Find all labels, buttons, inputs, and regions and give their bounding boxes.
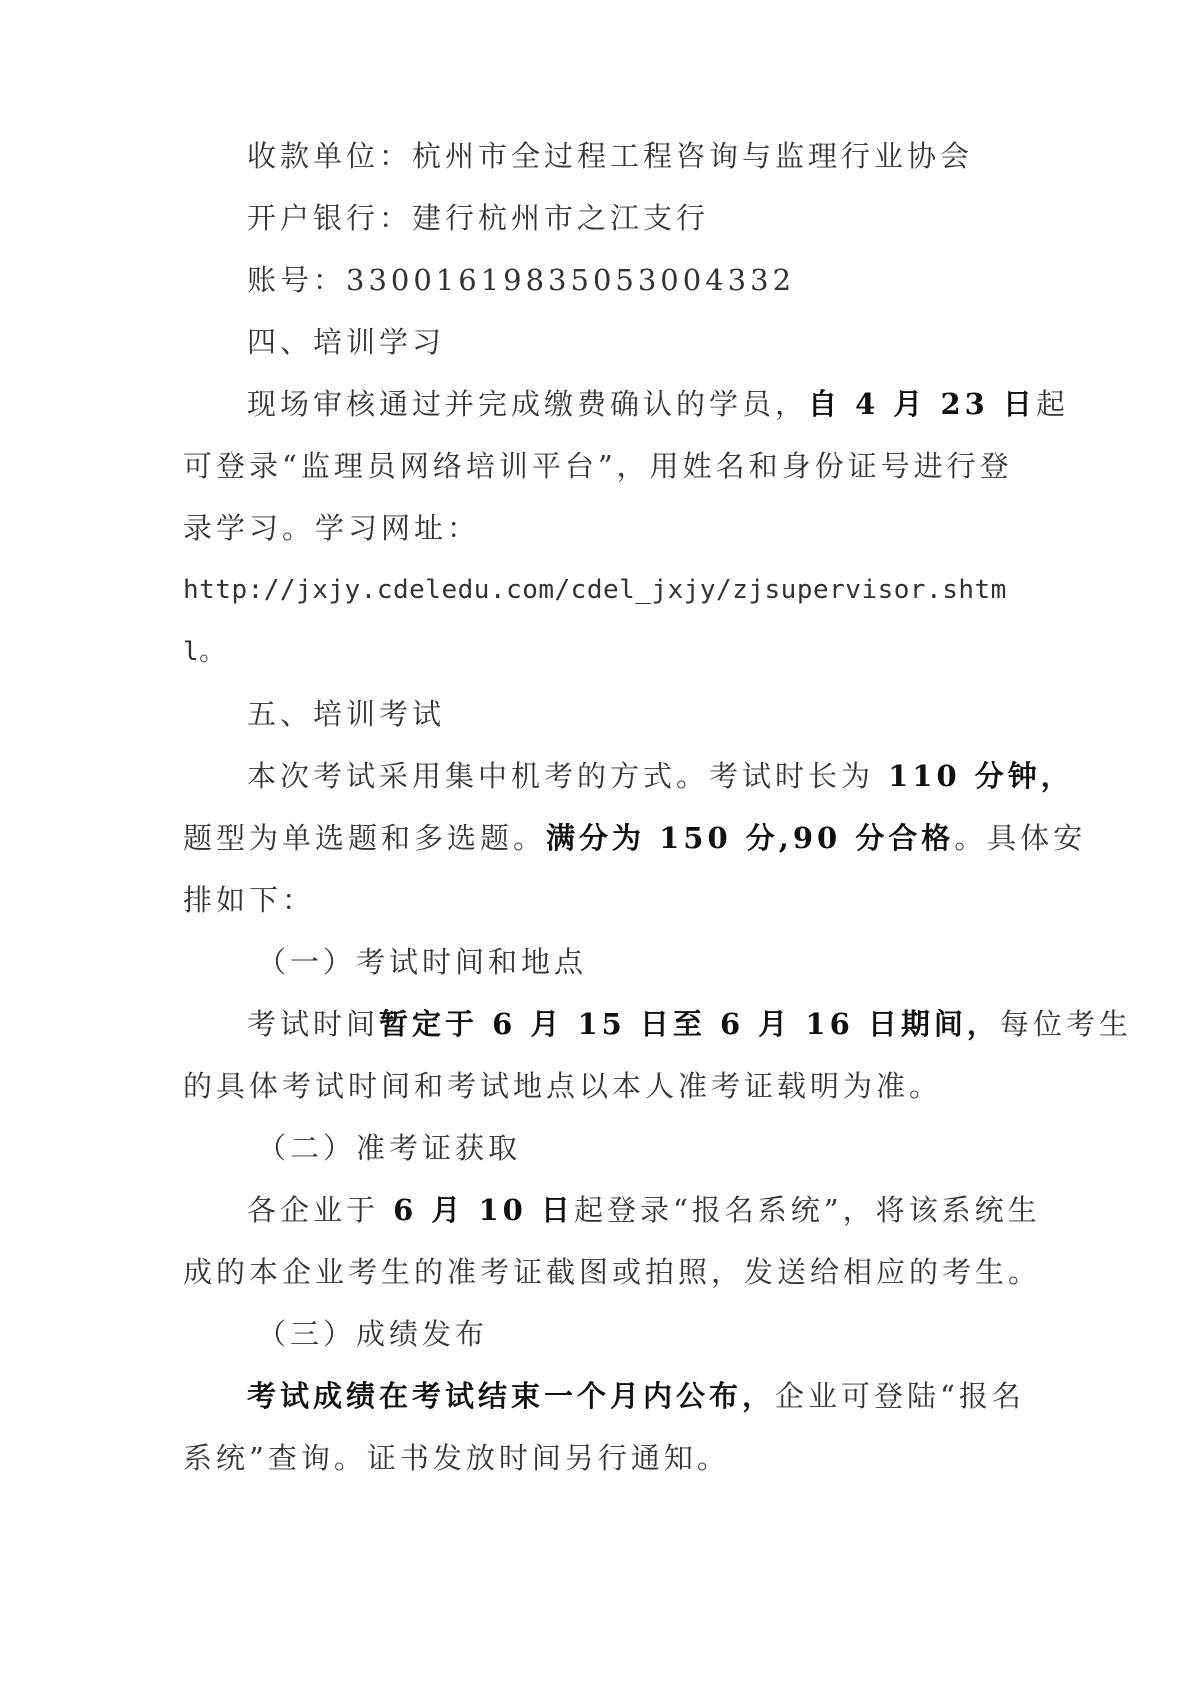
text-run: 各企业于	[247, 1193, 380, 1227]
paragraph-line	[183, 818, 1087, 858]
paragraph-line: 的具体考试时间和考试地点以本人准考证载明为准。	[183, 1069, 943, 1103]
bold-text-run: 满分为 150 分,90 分合格	[546, 821, 955, 855]
paragraph-line: 成的本企业考生的准考证截图或拍照，发送给相应的考生。	[183, 1255, 1042, 1289]
paragraph-line: 排如下：	[183, 883, 316, 917]
url-line: http://jxjy.cdeledu.com/cdel_jxjy/zjsupervisor.shtm	[183, 575, 1007, 605]
paragraph-line	[247, 1376, 1087, 1416]
subsection-heading-admission-ticket: （二）准考证获取	[257, 1131, 522, 1165]
paragraph-line	[247, 1004, 1132, 1044]
subsection-heading-results: （三）成绩发布	[257, 1317, 489, 1351]
bank-line: 开户银行：建行杭州市之江支行	[247, 201, 710, 235]
subsection-heading-time-place: （一）考试时间和地点	[257, 945, 588, 979]
paragraph-line: 录学习。学习网址：	[183, 511, 481, 545]
paragraph-line	[247, 1190, 1087, 1230]
text-run: 起登录“报名系统”，将该系统生	[573, 1193, 1041, 1227]
url-line: l。	[183, 637, 226, 667]
text-run: 。具体安	[954, 821, 1087, 855]
section-heading-training: 四、培训学习	[247, 325, 446, 359]
account-line: 账号：33001619835053004332	[247, 263, 796, 297]
paragraph-line	[247, 384, 1087, 424]
bold-text-run: 6 月 10 日	[379, 1193, 574, 1227]
paragraph-line: 系统”查询。证书发放时间另行通知。	[183, 1441, 730, 1475]
text-run: 本次考试采用集中机考的方式。考试时长为	[247, 759, 875, 793]
text-run: 考试时间	[247, 1007, 380, 1041]
paragraph-line: 可登录“监理员网络培训平台”，用姓名和身份证号进行登	[183, 449, 1013, 483]
bold-text-run: 考试成绩在考试结束一个月内公布，	[247, 1379, 776, 1413]
text-run: 题型为单选题和多选题。	[183, 821, 547, 855]
text-run: 企业可登陆“报名	[775, 1379, 1025, 1413]
section-heading-exam: 五、培训考试	[247, 697, 446, 731]
text-run: 现场审核通过并完成缴费确认的学员，	[247, 387, 809, 421]
paragraph-line	[247, 756, 1087, 796]
text-run: 每位考生	[999, 1007, 1132, 1041]
bold-text-run: 自 4 月 23 日	[808, 387, 1036, 421]
payee-line: 收款单位：杭州市全过程工程咨询与监理行业协会	[247, 139, 974, 173]
text-run: 起	[1035, 387, 1069, 421]
bold-text-run: 暂定于 6 月 15 日至 6 月 16 日期间，	[379, 1007, 1000, 1041]
bold-text-run: 110 分钟，	[874, 759, 1074, 793]
